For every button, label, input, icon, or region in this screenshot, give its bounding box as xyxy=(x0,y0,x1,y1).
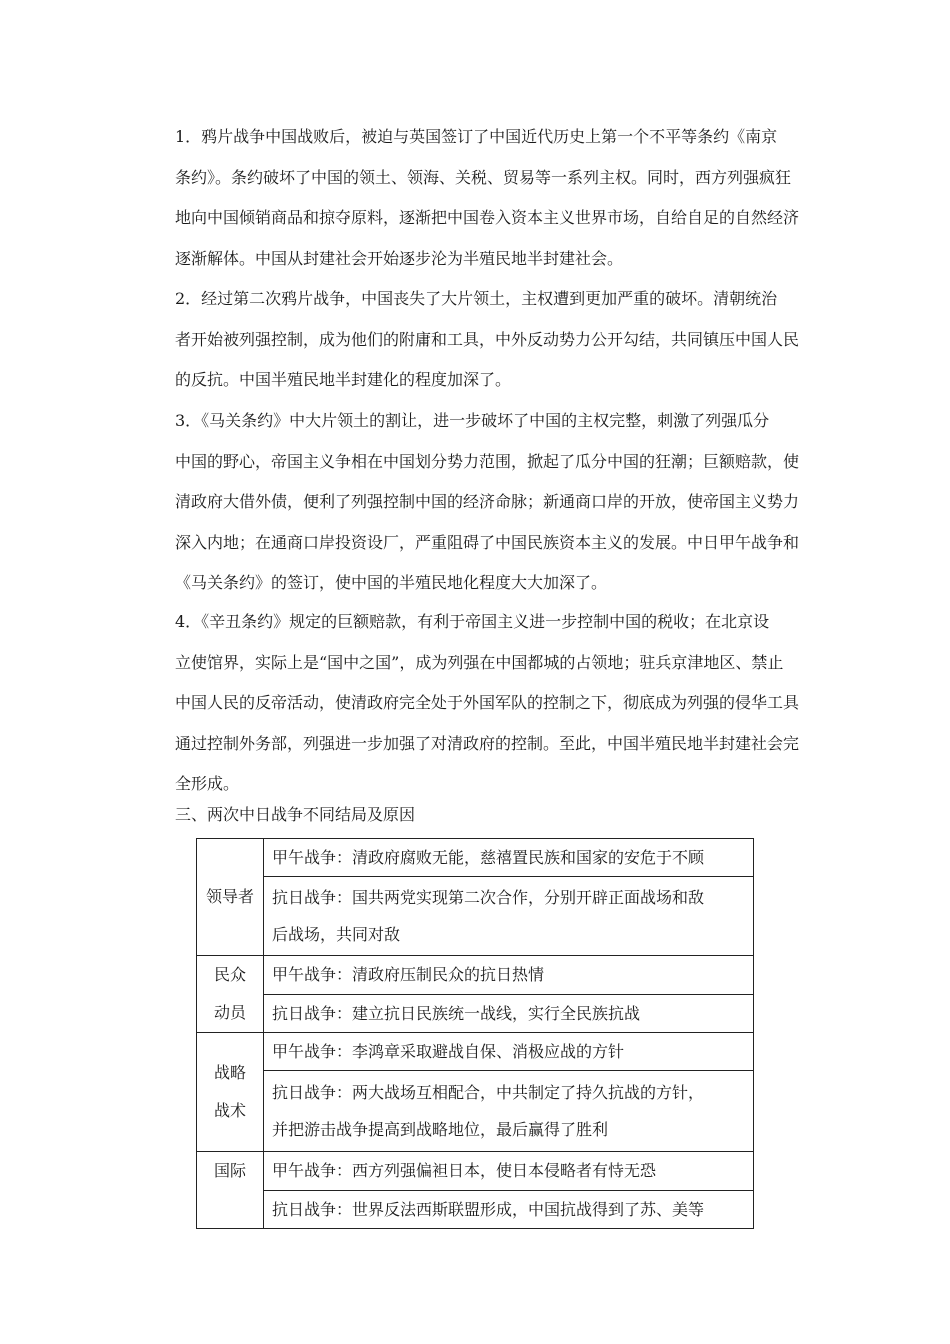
table-row xyxy=(197,956,754,995)
paragraph-line: 中国的野心，帝国主义争相在中国划分势力范围，掀起了瓜分中国的狂潮；巨额赔款，使 xyxy=(175,451,800,471)
table-row xyxy=(197,1071,754,1152)
paragraph-4 xyxy=(143,602,808,805)
category-cell xyxy=(197,839,264,956)
paragraph-line: 条约》。条约破坏了中国的领土、领海、关税、贸易等一系列主权。同时，西方列强疯狂 xyxy=(175,167,792,187)
paragraph-line: 地向中国倾销商品和掠夺原料，逐渐把中国卷入资本主义世界市场，自给自足的自然经济 xyxy=(175,208,800,227)
paragraph-line: 逐渐解体。中国从封建社会开始逐步沦为半殖民地半封建社会。 xyxy=(175,248,624,268)
cell-text: 甲午战争：清政府腐败无能，慈禧置民族和国家的安危于不顾 xyxy=(272,848,705,867)
category-label: 民众 xyxy=(213,965,246,984)
paragraph-line: 通过控制外务部，列强进一步加强了对清政府的控制。至此，中国半殖民地半封建社会完 xyxy=(175,733,800,753)
table-row xyxy=(197,1033,754,1071)
paragraph-line: 的反抗。中国半殖民地半封建化的程度加深了。 xyxy=(175,370,512,389)
paragraph-line: 《马关条约》的签订，使中国的半殖民地化程度大大加深了。 xyxy=(175,573,608,592)
jiawu-cell xyxy=(264,839,754,877)
category-label: 领导者 xyxy=(205,887,254,906)
paragraph-line: 3．《马关条约》中大片领土的割让，进一步破坏了中国的主权完整，刺激了列强瓜分 xyxy=(175,411,770,430)
cell-text: 抗日战争：建立抗日民族统一战线，实行全民族抗战 xyxy=(272,1003,641,1023)
cell-text: 抗日战争：世界反法西斯联盟形成，中国抗战得到了苏、美等 xyxy=(272,1199,705,1219)
cell-text: 甲午战争：西方列强偏袒日本，使日本侵略者有恃无恐 xyxy=(272,1161,657,1181)
category-label: 战略 xyxy=(213,1063,246,1082)
paragraph-line: 中国人民的反帝活动，使清政府完全处于外国军队的控制之下，彻底成为列强的侵华工具 xyxy=(175,693,800,712)
paragraph-line: 深入内地；在通商口岸投资设厂，严重阻碍了中国民族资本主义的发展。中日甲午战争和 xyxy=(175,532,800,552)
cell-text: 抗日战争：两大战场互相配合，中共制定了持久抗战的方针， xyxy=(272,1083,705,1102)
comparison-table xyxy=(196,838,754,1229)
kangri-cell xyxy=(264,994,754,1033)
paragraph-line: 4．《辛丑条约》规定的巨额赔款，有利于帝国主义进一步控制中国的税收；在北京设 xyxy=(175,612,770,631)
paragraph-line: 者开始被列强控制，成为他们的附庸和工具，中外反动势力公开勾结，共同镇压中国人民 xyxy=(175,329,800,349)
category-cell xyxy=(197,956,264,1033)
cell-text: 后战场，共同对敌 xyxy=(272,925,401,944)
paragraph-2 xyxy=(143,279,808,401)
cell-text: 并把游击战争提高到战略地位，最后赢得了胜利 xyxy=(272,1120,609,1139)
paragraph-1 xyxy=(143,117,808,279)
paragraph-line: 2．经过第二次鸦片战争，中国丧失了大片领土，主权遭到更加严重的破坏。清朝统治 xyxy=(175,289,778,308)
cell-text: 甲午战争：清政府压制民众的抗日热情 xyxy=(272,965,545,985)
table-row xyxy=(197,994,754,1033)
paragraph-line: 1．鸦片战争中国战败后，被迫与英国签订了中国近代历史上第一个不平等条约《南京 xyxy=(175,127,778,146)
paragraph-3 xyxy=(143,401,808,604)
jiawu-cell xyxy=(264,956,754,995)
category-label: 战术 xyxy=(213,1101,246,1120)
kangri-cell xyxy=(264,1190,754,1229)
cell-text: 甲午战争：李鸿章采取避战自保、消极应战的方针 xyxy=(272,1042,625,1061)
kangri-cell xyxy=(264,1071,754,1152)
paragraph-line: 立使馆界，实际上是“国中之国”，成为列强在中国都城的占领地；驻兵京津地区、禁止 xyxy=(175,652,784,672)
table-row xyxy=(197,877,754,956)
kangri-cell xyxy=(264,877,754,956)
paragraph-line: 全形成。 xyxy=(175,774,240,793)
jiawu-cell xyxy=(264,1152,754,1191)
table-row xyxy=(197,1190,754,1229)
table-row xyxy=(197,839,754,877)
paragraph-line: 清政府大借外债，便利了列强控制中国的经济命脉；新通商口岸的开放，使帝国主义势力 xyxy=(175,492,800,511)
category-cell xyxy=(197,1152,264,1229)
table-row xyxy=(197,1152,754,1191)
jiawu-cell xyxy=(264,1033,754,1071)
category-label: 动员 xyxy=(213,1003,246,1022)
category-label: 国际 xyxy=(213,1161,246,1180)
section-heading: 三、两次中日战争不同结局及原因 xyxy=(175,805,416,824)
category-cell xyxy=(197,1033,264,1152)
cell-text: 抗日战争：国共两党实现第二次合作，分别开辟正面战场和敌 xyxy=(272,888,705,907)
